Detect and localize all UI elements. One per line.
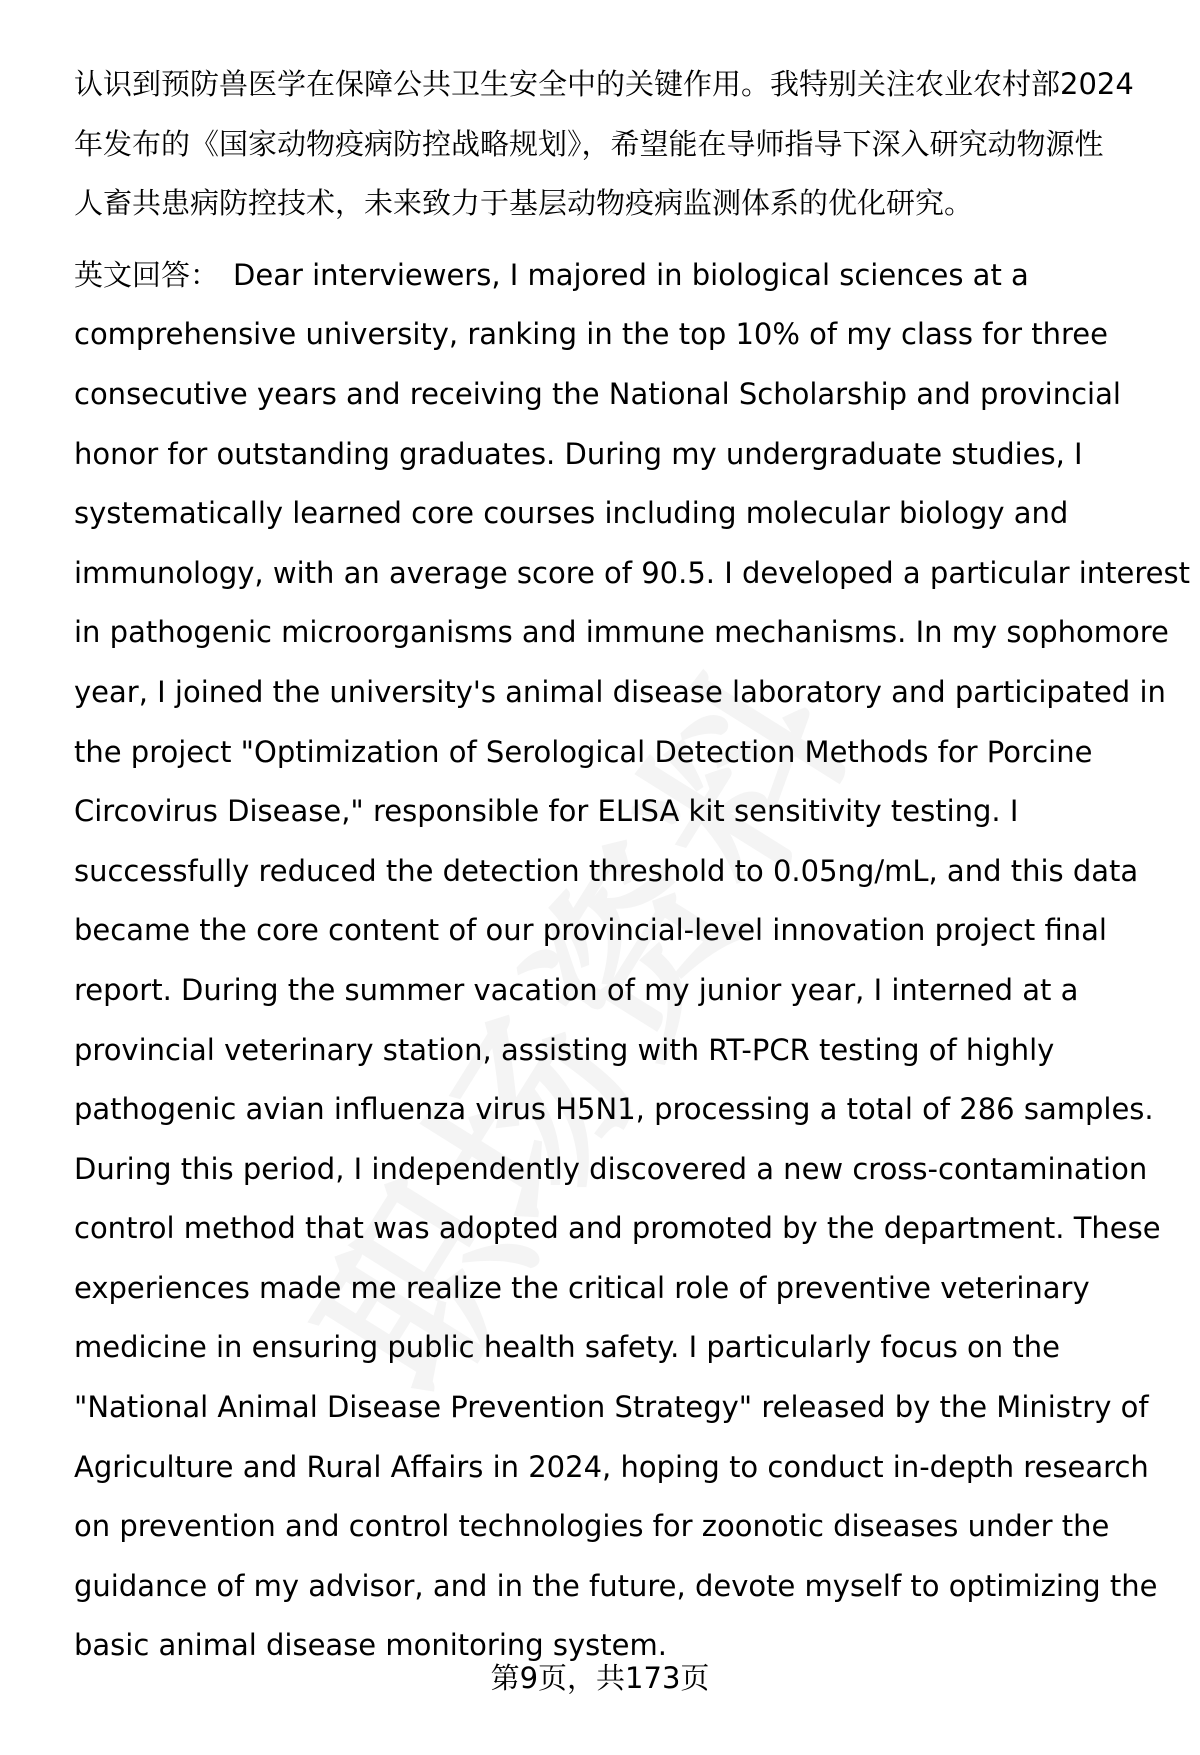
text-line: experiences made me realize the critical role of preventive veterinary xyxy=(74,1270,1090,1305)
text-line: report. During the summer vacation of my junior year, I interned at a xyxy=(74,972,1079,1007)
text-line: basic animal disease monitoring system. xyxy=(74,1628,667,1663)
page-number-footer: 第9页，共173页 xyxy=(490,1661,710,1695)
text-line: "National Animal Disease Prevention Strategy" released by the Ministry of xyxy=(74,1390,1149,1425)
text-line: comprehensive university, ranking in the top 10% of my class for three xyxy=(74,317,1108,352)
text-line: guidance of my advisor, and in the future, devote myself to optimizing the xyxy=(74,1568,1158,1603)
text-line: medicine in ensuring public health safety. I particularly focus on the xyxy=(74,1330,1060,1365)
text-line: 年发布的《国家动物疫病防控战略规划》，希望能在导师指导下深入研究动物源性 xyxy=(74,126,1104,161)
document-body xyxy=(74,54,1191,1675)
text-line: 人畜共患病防控技术，未来致力于基层动物疫病监测体系的优化研究。 xyxy=(74,186,974,221)
chinese-paragraph xyxy=(74,54,1164,233)
text-line: During this period, I independently discovered a new cross-contamination xyxy=(74,1151,1148,1186)
text-line: year, I joined the university's animal disease laboratory and participated in xyxy=(74,674,1166,709)
english-answer-paragraph xyxy=(74,245,1191,1675)
text-line: Circovirus Disease," responsible for ELISA kit sensitivity testing. I xyxy=(74,794,1019,829)
text-line: on prevention and control technologies for zoonotic diseases under the xyxy=(74,1509,1110,1544)
text-line: provincial veterinary station, assisting with RT-PCR testing of highly xyxy=(74,1032,1055,1067)
text-line: control method that was adopted and promoted by the department. These xyxy=(74,1211,1161,1246)
text-line: the project "Optimization of Serological Detection Methods for Porcine xyxy=(74,734,1093,769)
text-line: honor for outstanding graduates. During my undergraduate studies, I xyxy=(74,436,1083,471)
text-line: consecutive years and receiving the National Scholarship and provincial xyxy=(74,376,1121,411)
text-line: systematically learned core courses including molecular biology and xyxy=(74,496,1069,531)
text-line: 认识到预防兽医学在保障公共卫生安全中的关键作用。我特别关注农业农村部2024 xyxy=(74,67,1134,101)
text-line: Dear interviewers, I majored in biological sciences at a xyxy=(233,257,1029,292)
english-answer-label: 英文回答： xyxy=(74,257,220,292)
text-line: became the core content of our provincial-level innovation project final xyxy=(74,913,1107,948)
text-line: successfully reduced the detection threshold to 0.05ng/mL, and this data xyxy=(74,853,1139,888)
text-line: in pathogenic microorganisms and immune mechanisms. In my sophomore xyxy=(74,615,1169,650)
text-line-first xyxy=(74,245,1164,305)
text-line: immunology, with an average score of 90.5. I developed a particular interest xyxy=(74,555,1191,590)
text-line: Agriculture and Rural Affairs in 2024, hoping to conduct in-depth research xyxy=(74,1449,1149,1484)
text-line: pathogenic avian influenza virus H5N1, processing a total of 286 samples. xyxy=(74,1092,1154,1127)
paragraph-spacer xyxy=(74,233,1164,245)
